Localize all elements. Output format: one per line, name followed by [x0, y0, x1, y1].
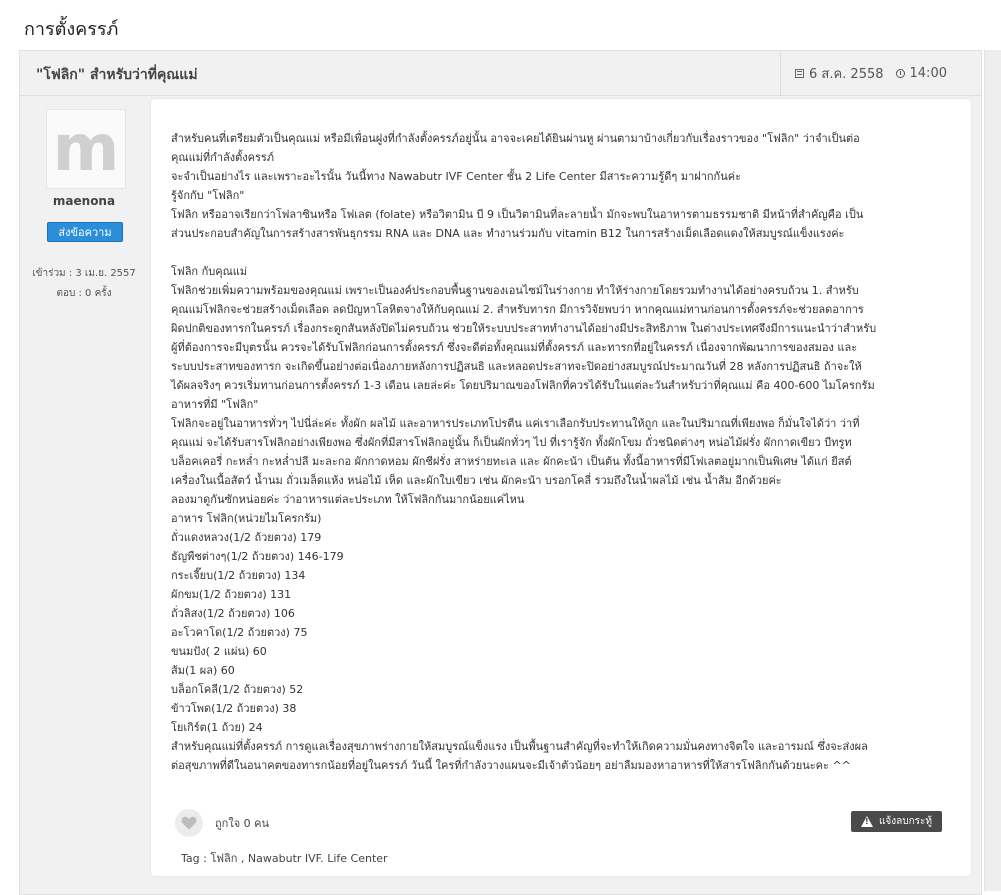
post-line: โยเกิร์ต(1 ถ้วย) 24 [171, 721, 263, 734]
post-line: ถั่วลิสง(1/2 ถ้วยตวง) 106 [171, 607, 295, 620]
author-username[interactable]: maenona [52, 194, 116, 208]
author-joined: เข้าร่วม : 3 เม.ย. 2557 [32, 268, 136, 279]
post-line: ระบบประสาทของทารก จะเกิดขึ้นอย่างต่อเนื่องภายหลังการปฏิสนธิ และหลอดประสาทจะปิดอย่างสมบูรณ์ประมาณวันที่ 28 หลังการปฏิสนธิ ถ้าจะให้ [171, 360, 862, 373]
post-line: ลองมาดูกันซักหน่อยค่ะ ว่าอาหารแต่ละประเภท ให้โฟลิกกันมากน้อยแค่ไหน [171, 493, 525, 506]
topic-title: "โฟลิก" สำหรับว่าที่คุณแม่ [36, 67, 198, 83]
post-card [151, 99, 971, 876]
post-line: โฟลิก กับคุณแม่ [171, 265, 248, 278]
post-line: ผู้ที่ต้องการจะมีบุตรนั้น ควรจะได้รับโฟลิกก่อนการตั้งครรภ์ ซึ่งจะดีต่อทั้งคุณแม่ที่ตั้งครรภ์ และทารกที่อยู่ในครรภ์ เนื่องจากพัฒนาการของสมอง และ [171, 341, 858, 354]
like-count: ถูกใจ 0 คน [215, 817, 270, 830]
post-line: คุณแม่โฟลิกจะช่วยสร้างเม็ดเลือด ลดปัญหาโลหิตจางให้กับคุณแม่ 2. สำหรับทารก มีการวิจัยพบว่า หากคุณแม่ทานก่อนการตั้งครรภ์จะช่วยลดอาการ [171, 303, 864, 316]
topic-header [20, 51, 981, 96]
clock-icon [896, 69, 905, 78]
post-line: สำหรับคนที่เตรียมตัวเป็นคุณแม่ หรือมีเพื่อนฝูงที่กำลังตั้งครรภ์อยู่นั้น อาจจะเคยได้ยินผ่านหู ผ่านตามาบ้างเกี่ยวกับเรื่องราวของ "โฟลิก" ว่าจำเป็นต่อ [171, 132, 860, 145]
page-scrollbar[interactable] [984, 50, 1001, 891]
post-line: รู้จักกับ "โฟลิก" [171, 189, 245, 202]
topic-meta [780, 51, 981, 95]
post-line: ถั่วแดงหลวง(1/2 ถ้วยตวง) 179 [171, 531, 322, 544]
heart-icon [181, 816, 197, 830]
post-line: โฟลิกจะอยู่ในอาหารทั่วๆ ไปนี่ล่ะค่ะ ทั้งผัก ผลไม้ และอาหารประเภทโปรตีน แค่เราเลือกรับประทานให้ถูก และในปริมาณที่เพียงพอ ก็มั่นใจได้ว่า ว่าที่ [171, 417, 860, 430]
post-line: เครื่องในเนื้อสัตว์ น้ำนม ถั่วเมล็ดแห้ง หน่อไม้ เห็ด และผักใบเขียว เช่น ผักคะน้า บรอกโคลี่ รวมถึงในน้ำผลไม้ เช่น น้ำส้ม อีกด้วยค่ะ [171, 474, 782, 487]
post-line: ธัญพืชต่างๆ(1/2 ถ้วยตวง) 146-179 [171, 550, 344, 563]
topic-date: 6 ส.ค. 2558 [809, 66, 884, 82]
topic-panel [19, 50, 982, 895]
post-line: คุณแม่ที่กำลังตั้งครรภ์ [171, 151, 275, 164]
post-line: อะโวคาโด(1/2 ถ้วยตวง) 75 [171, 626, 308, 639]
post-line: บล็อคเคอรี่ กะหล่ำ กะหล่ำปลี มะละกอ ผักกาดหอม ผักชีฝรั่ง สาหร่ายทะเล และ ผักคะน้า เป็นต้น ทั้งนี้อาหารที่มีโฟเลตอยู่มากเป็นพิเศษ ได้แก่ ยีสต์ [171, 455, 852, 468]
post-line: ได้ผลจริงๆ ควรเริ่มทานก่อนการตั้งครรภ์ 1-3 เดือน เลยล่ะค่ะ โดยปริมาณของโฟลิกที่ควรได้รับในแต่ละวันสำหรับว่าที่คุณแม่ คือ 400-600 ไมโครกรัม [171, 379, 875, 392]
author-replies: ตอบ : 0 ครั้ง [56, 288, 112, 299]
post-line: บล็อกโคลี(1/2 ถ้วยตวง) 52 [171, 683, 304, 696]
post-line: คุณแม่ จะได้รับสารโฟลิกอย่างเพียงพอ ซึ่งผักที่มีสารโฟลิกอยู่นั้น ก็เป็นผักทั่วๆ ไป ที่เรารู้จัก ทั้งผักโขม ถั่วชนิดต่างๆ หน่อไม้ฝรั่ง ผักกาดเขียว บีทรูท [171, 436, 852, 449]
tag-list: Tag : โฟลิก , Nawabutr IVF. Life Center [181, 852, 388, 865]
topic-time: 14:00 [909, 65, 947, 81]
post-line: ผิดปกติของทารกในครรภ์ เรื่องกระดูกสันหลังปิดไม่ครบถ้วน ช่วยให้ระบบประสาททำงานได้อย่างมีประสิทธิภาพ ในต่างประเทศจึงมีการแนะนำว่าสำหรับ [171, 322, 877, 335]
post-line: กระเจี๊ยบ(1/2 ถ้วยตวง) 134 [171, 569, 306, 582]
post-line [171, 243, 955, 262]
like-row [175, 809, 269, 837]
post-line: โฟลิก หรืออาจเรียกว่าโฟลาซินหรือ โฟเลต (folate) หรือวิตามิน บี 9 เป็นวิตามินที่ละลายน้ำ มักจะพบในอาหารตามธรรมชาติ มีหน้าที่สำคัญคือ เป็น [171, 208, 864, 221]
warning-icon [861, 816, 873, 827]
post-line: โฟลิกช่วยเพิ่มความพร้อมของคุณแม่ เพราะเป็นองค์ประกอบพื้นฐานของเอนไซม์ในร่างกาย ทำให้ร่างกายโดยรวมทำงานได้อย่างครบถ้วน 1. สำหรับ [171, 284, 859, 297]
send-message-button[interactable]: ส่งข้อความ [47, 222, 123, 242]
post-line: จะจำเป็นอย่างไร และเพราะอะไรนั้น วันนี้ทาง Nawabutr IVF Center ชั้น 2 Life Center มีสาระความรู้ดีๆ มาฝากกันค่ะ [171, 170, 741, 183]
post-line: อาหารที่มี "โฟลิก" [171, 398, 259, 411]
post-line: ข้าวโพด(1/2 ถ้วยตวง) 38 [171, 702, 297, 715]
post-line: สำหรับคุณแม่ที่ตั้งครรภ์ การดูแลเรื่องสุขภาพร่างกายให้สมบูรณ์แข็งแรง เป็นพื้นฐานสำคัญที่จะทำให้เกิดความมั่นคงทางจิตใจ และอารมณ์ ซึ่งจะส่งผล [171, 740, 868, 753]
like-button[interactable] [175, 809, 203, 837]
post-line: ส้ม(1 ผล) 60 [171, 664, 235, 677]
post-body [171, 129, 955, 775]
post-line: ขนมปัง( 2 แผ่น) 60 [171, 645, 267, 658]
post-line: ส่วนประกอบสำคัญในการสร้างสารพันธุกรรม RNA และ DNA และ ทำงานร่วมกับ vitamin B12 ในการสร้างเม็ดเลือดแดงให้สมบูรณ์แข็งแรงค่ะ [171, 227, 845, 240]
calendar-icon [795, 69, 804, 78]
post-line: อาหาร โฟลิก(หน่วยไมโครกรัม) [171, 512, 322, 525]
page-title: การตั้งครรภ์ [24, 19, 119, 40]
report-button-label: แจ้งลบกระทู้ [878, 816, 933, 827]
post-line: ผักขม(1/2 ถ้วยตวง) 131 [171, 588, 292, 601]
report-topic-button[interactable] [851, 811, 942, 832]
post-line: ต่อสุขภาพที่ดีในอนาคตของทารกน้อยที่อยู่ในครรภ์ วันนี้ ใครที่กำลังวางแผนจะมีเจ้าตัวน้อยๆ อย่าลืมมองหาอาหารที่ให้สารโฟลิกกันด้วยนะคะ ^^ [171, 759, 851, 772]
avatar[interactable]: m [46, 109, 126, 189]
